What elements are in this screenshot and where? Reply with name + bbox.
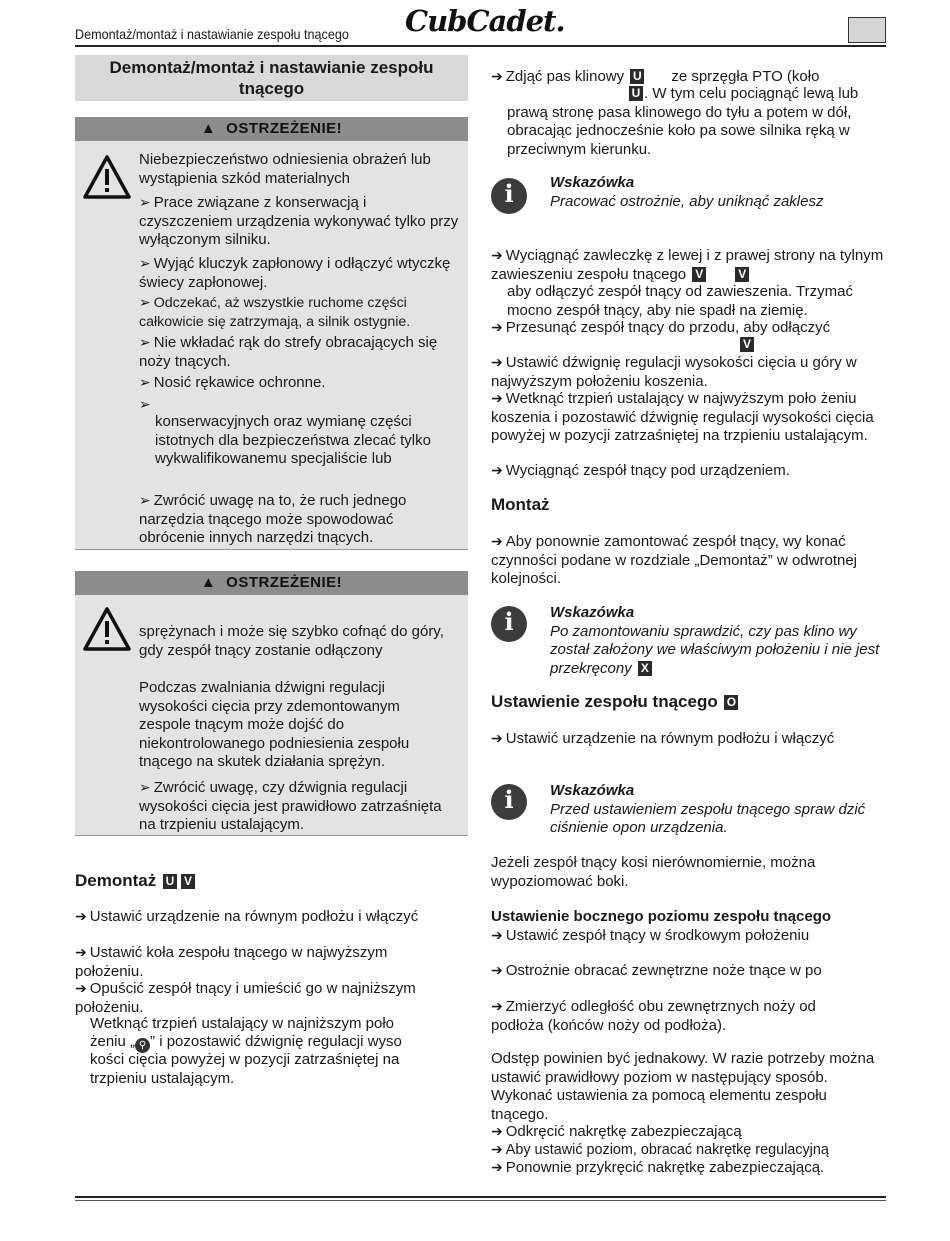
info-icon: i — [491, 784, 527, 820]
warning-triangle-icon: ▲ — [200, 574, 217, 591]
warning-item: ➢ Wyjąć kluczyk zapłonowy i odłączyć wtyczkę świecy zapłonowej. — [139, 255, 451, 291]
step: ➔ Wyciągnąć zawleczkę z lewej i z prawej strony na tylnym zawieszeniu zespołu tnącego V V — [491, 247, 884, 283]
heading-demontaz: Demontaż U V — [75, 871, 197, 891]
note-2: Wskazówka Po zamontowaniu sprawdzić, czy pas klino wy został założony we właściwym położeniu i nie jest przekręcony X — [550, 604, 880, 677]
warning-text: Podczas zwalniania dźwigni regulacji wysokości cięcia przy zdemontowanym zespole tnącym może dojść do niekontrolowanego podniesienia zespołu tnącego na skutek działania sprężyn. — [139, 679, 410, 770]
step-continued — [738, 336, 756, 355]
step: ➔ Zdjąć pas klinowy U ze sprzęgła PTO (koło — [491, 68, 820, 85]
page-number-box — [848, 17, 886, 43]
subheading: Ustawienie bocznego poziomu zespołu tnącego — [491, 908, 832, 925]
warning-item: ➢ Nosić rękawice ochronne. — [139, 374, 326, 391]
warning-text: sprężynach i może się szybko cofnąć do góry, gdy zespół tnący zostanie odłączony — [139, 623, 444, 659]
step: ➔ Aby ponownie zamontować zespół tnący, wy konać czynności podane w rozdziale „Demontaż” w odwrotnej kolejności. — [491, 533, 858, 587]
step: ➔ Ustawić dźwignię regulacji wysokości cięcia u góry w najwyższym położeniu koszenia. — [491, 354, 857, 390]
figure-badge: O — [724, 695, 738, 710]
info-icon: i — [491, 178, 527, 214]
warning-large-icon — [83, 155, 131, 199]
step-continued: Wetknąć trzpień ustalający w najniższym poło — [90, 1015, 395, 1032]
figure-badge: U — [629, 86, 643, 101]
warning-item: ➢ — [139, 396, 151, 412]
warning-item: ➢ Zwrócić uwagę na to, że ruch jednego narzędzia tnącego może spowodować obrócenie innych narzędzi tnących. — [139, 492, 407, 546]
info-icon: i — [491, 606, 527, 642]
header-rule — [75, 45, 886, 47]
footer-rule — [75, 1196, 886, 1198]
paragraph: Jeżeli zespół tnący kosi nierównomiernie, można wypoziomować boki. — [491, 854, 816, 890]
figure-badge: V — [692, 267, 706, 282]
warning-intro: Niebezpieczeństwo odniesienia obrażeń lub wystąpienia szkód materialnych — [139, 151, 431, 187]
warning-item: ➢ Nie wkładać rąk do strefy obracających się noży tnących. — [139, 334, 438, 370]
figure-badge: V — [735, 267, 749, 282]
step: ➔ Opuścić zespół tnący i umieścić go w najniższym położeniu. — [75, 980, 416, 1016]
step-continued: kości cięcia powyżej w pozycji zatrzaśniętej na trzpieniu ustalającym. — [90, 1051, 400, 1087]
step: ➔ Ustawić urządzenie na równym podłożu i włączyć — [75, 908, 419, 925]
warning-box-1 — [75, 117, 468, 550]
warning-item: ➢ Prace związane z konserwacją i czyszczeniem urządzenia wykonywać tylko przy wyłączonym silniku. — [139, 194, 459, 248]
note-1: Wskazówka Pracować ostrożnie, aby uniknąć zaklesz — [550, 174, 824, 210]
step: ➔ Ustawić zespół tnący w środkowym położeniu — [491, 927, 810, 944]
step: ➔ Ustawić koła zespołu tnącego w najwyższym położeniu. — [75, 944, 388, 980]
step: ➔ Ostrożnie obracać zewnętrzne noże tnące w po — [491, 962, 822, 979]
figure-badge: V — [740, 337, 754, 352]
step-continued: żeniu „ ⚲ ” i pozostawić dźwignię regulacji wyso — [90, 1033, 402, 1051]
figure-badge: U — [163, 874, 177, 889]
warning-header-1: ▲ OSTRZEŻENIE! — [75, 117, 468, 141]
step: ➔ Ponownie przykręcić nakrętkę zabezpieczającą. — [491, 1159, 825, 1176]
heading-montaz: Montaż — [491, 495, 550, 514]
step-continued: . W tym celu pociągnąć lewą lub prawą stronę pasa klinowego do tyłu a potem w dół, obracając jednocześnie koło pa sowe silnika ręką w przeciwnym kierunku. — [507, 85, 859, 158]
warning-item: ➢ Zwrócić uwagę, czy dźwignia regulacji wysokości cięcia jest prawidłowo zatrzaśnięta na trzpieniu ustalającym. — [139, 779, 442, 833]
warning-box-2 — [75, 571, 468, 836]
step: ➔ Przesunąć zespół tnący do przodu, aby odłączyć — [491, 319, 831, 336]
figure-badge: X — [638, 661, 652, 676]
section-title: Demontaż/montaż i nastawianie zespołu tnącego — [75, 55, 468, 101]
lock-symbol-icon: ⚲ — [135, 1038, 150, 1053]
step: ➔ Wetknąć trzpień ustalający w najwyższym poło żeniu koszenia i pozostawić dźwignię regulacji wysokości cięcia powyżej w pozycji zatrzaśniętej na trzpieniu ustalającym. — [491, 390, 874, 444]
warning-item: ➢ Odczekać, aż wszystkie ruchome części całkowicie się zatrzymają, a silnik ostygnie. — [139, 294, 411, 330]
heading-ustawienie: Ustawienie zespołu tnącego O — [491, 692, 740, 712]
step: ➔ Odkręcić nakrętkę zabezpieczającą — [491, 1123, 742, 1140]
step-continued: aby odłączyć zespół tnący od zawieszenia. Trzymać mocno zespół tnący, aby nie spadł na ziemię. — [507, 283, 853, 319]
step: ➔ Wyciągnąć zespół tnący pod urządzeniem. — [491, 462, 790, 479]
warning-header-2: ▲ OSTRZEŻENIE! — [75, 571, 468, 595]
warning-triangle-icon: ▲ — [200, 120, 217, 137]
note-3: Wskazówka Przed ustawieniem zespołu tnącego spraw dzić ciśnienie opon urządzenia. — [550, 782, 866, 836]
running-header: Demontaż/montaż i nastawianie zespołu tnącego — [75, 26, 349, 42]
warning-item-continued: konserwacyjnych oraz wymianę części istotnych dla bezpieczeństwa zlecać tylko wykwalifikowanemu specjaliście lub — [155, 413, 431, 467]
footer-rule-thin — [75, 1200, 886, 1201]
figure-badge: U — [630, 69, 644, 84]
warning-large-icon — [83, 607, 131, 651]
figure-badge: V — [181, 874, 195, 889]
brand-logo: CubCadet. — [405, 4, 565, 38]
step: ➔ Zmierzyć odległość obu zewnętrznych noży od podłoża (końców noży od podłoża). — [491, 998, 816, 1034]
step: ➔ Ustawić urządzenie na równym podłożu i włączyć — [491, 730, 835, 747]
step: ➔ Aby ustawić poziom, obracać nakrętkę regulacyjną — [491, 1141, 829, 1158]
paragraph: Odstęp powinien być jednakowy. W razie potrzeby można ustawić prawidłowy poziom w następujący sposób. Wykonać ustawienia za pomocą elementu zespołu tnącego. — [491, 1050, 875, 1123]
